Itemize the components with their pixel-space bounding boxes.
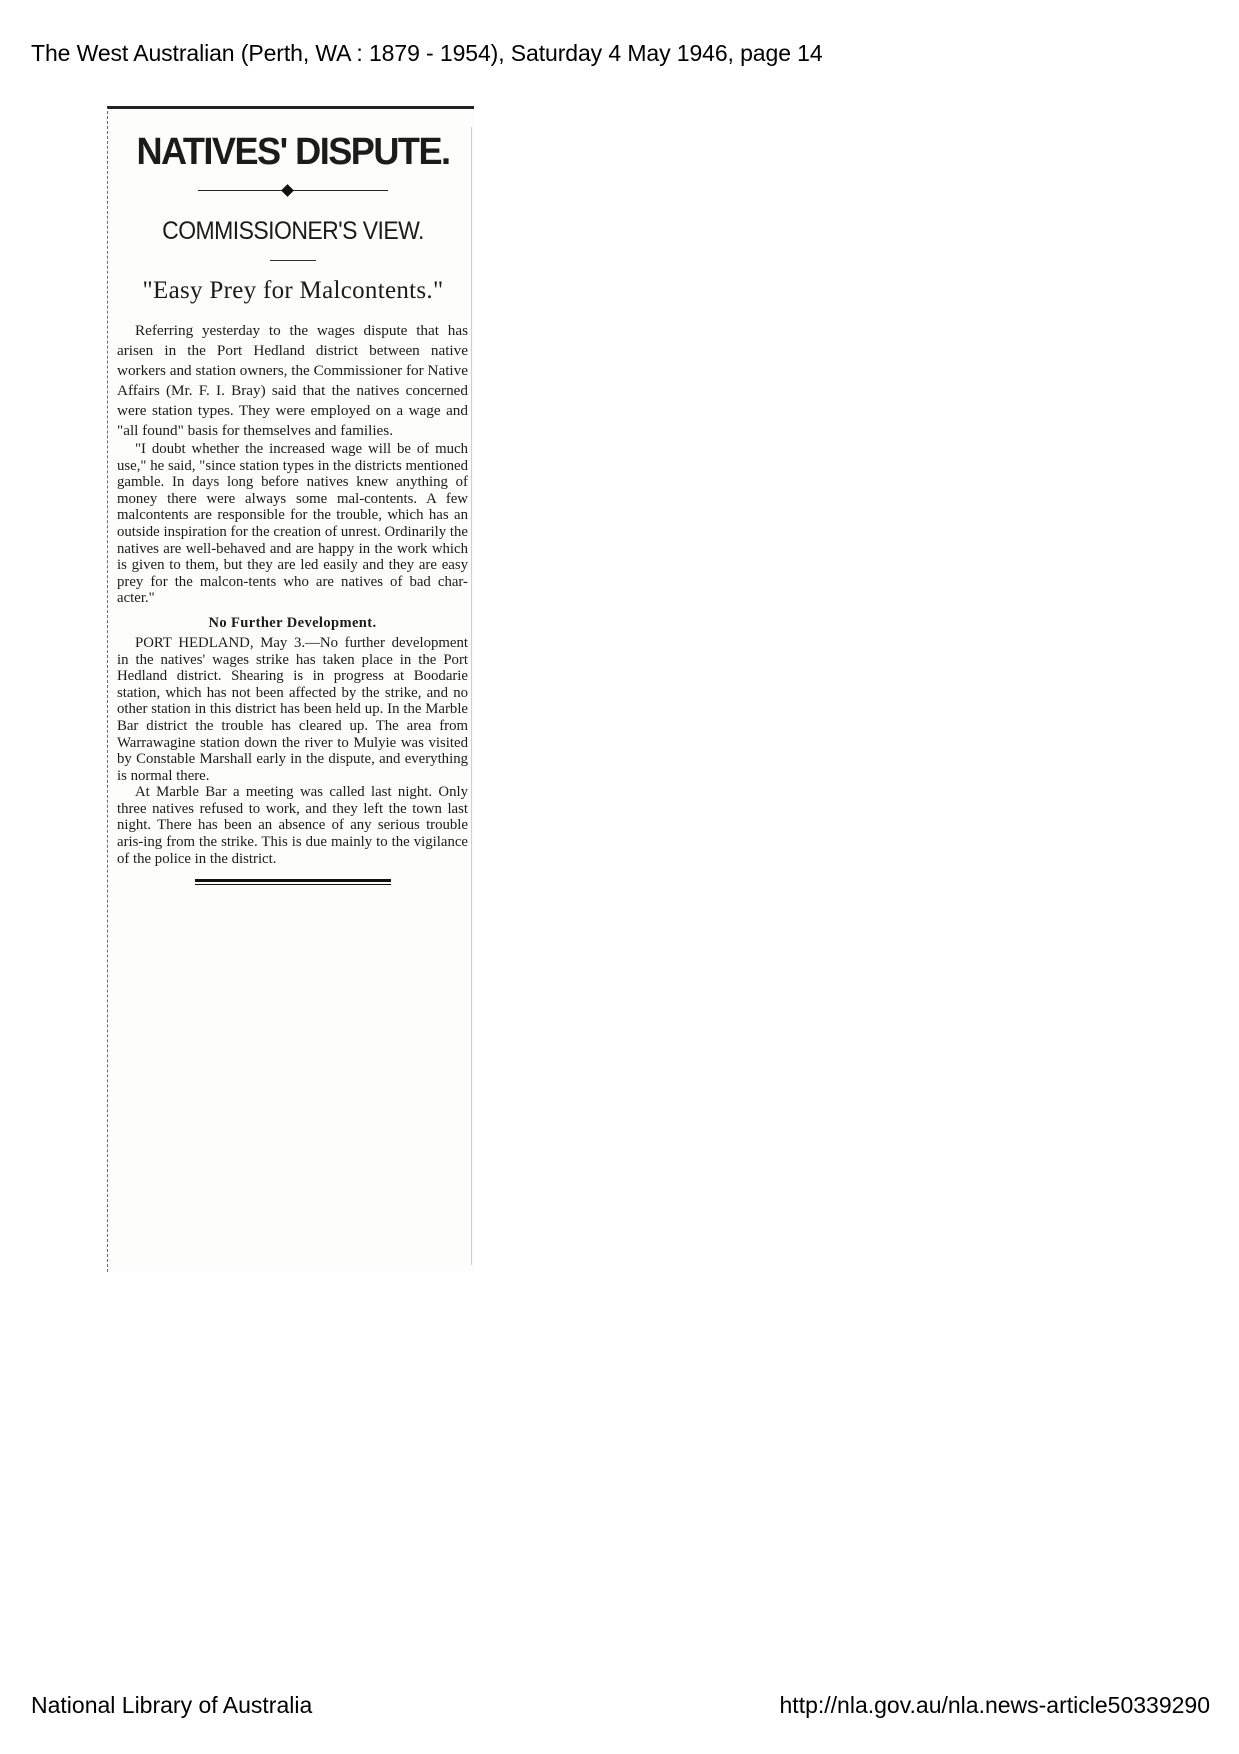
article-subhead: COMMISSIONER'S VIEW.	[162, 217, 424, 245]
article-headline: NATIVES' DISPUTE.	[136, 131, 450, 173]
short-divider	[270, 260, 316, 261]
article-body	[117, 321, 468, 867]
page-header-citation: The West Australian (Perth, WA : 1879 - 1954), Saturday 4 May 1946, page 14	[31, 40, 823, 66]
end-rule	[195, 879, 391, 885]
footer-article-url: http://nla.gov.au/nla.news-article50339290	[779, 1692, 1210, 1718]
article-deck: "Easy Prey for Malcontents."	[142, 277, 444, 304]
article-paragraph: At Marble Bar a meeting was called last night. Only three natives refused to work, and they left the town last night. There has been an absence of any serious trouble aris-ing from the strike. This is due mainly to the vigilance of the police in the district.	[117, 784, 468, 867]
newspaper-clipping	[107, 106, 474, 1272]
article-crosshead: No Further Development.	[208, 614, 377, 631]
article-paragraph: PORT HEDLAND, May 3.—No further development in the natives' wages strike has taken place in the Port Hedland district. Shearing is in progress at Boodarie station, which has not been affected by the strike, and no other station in this district has been held up. In the Marble Bar district the trouble has cleared up. The area from Warrawagine station down the river to Mulyie was visited by Constable Marshall early in the dispute, and everything is normal there.	[117, 634, 468, 784]
article-paragraph: "I doubt whether the increased wage will be of much use," he said, "since station types in the districts mentioned gamble. In days long before natives knew anything of money there were always some mal-contents. A few malcontents are responsible for the trouble, which has an outside inspiration for the creation of unrest. Ordinarily the natives are well-behaved and are happy in the work which is given to them, but they are led easily and they are easy prey for the malcon-tents who are natives of bad char-acter."	[117, 441, 468, 607]
article-paragraph: Referring yesterday to the wages dispute that has arisen in the Port Hedland district between native workers and station owners, the Commissioner for Native Affairs (Mr. F. I. Bray) said that the natives concerned were station types. They were employed on a wage and "all found" basis for themselves and families.	[117, 322, 468, 439]
diamond-icon	[281, 184, 294, 197]
footer-library-name: National Library of Australia	[31, 1692, 313, 1718]
article-column	[115, 127, 472, 1265]
ornament-divider	[198, 185, 388, 197]
